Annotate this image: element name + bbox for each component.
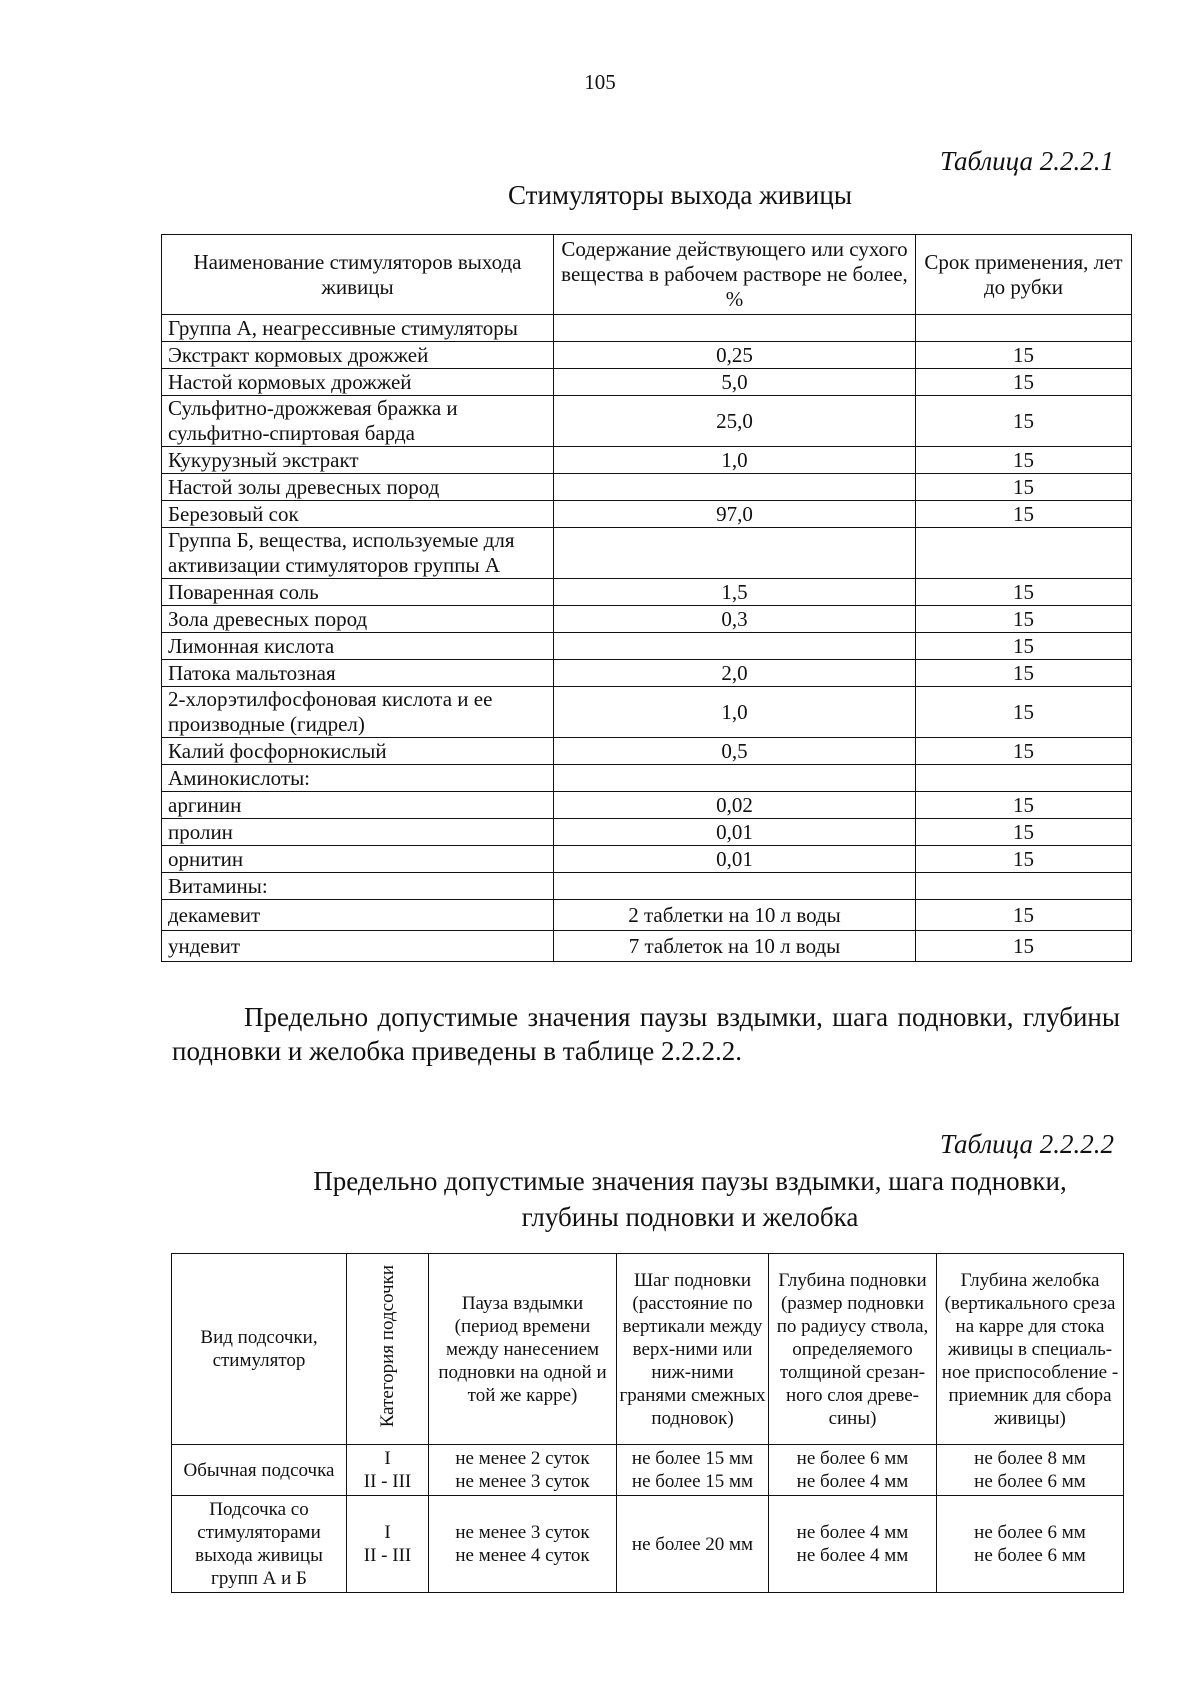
- step-value: не более 20 мм: [631, 1533, 754, 1555]
- table2-cell-category: [347, 1445, 429, 1496]
- table-row: [162, 369, 1132, 396]
- table2-header-groove: Глубина желобка (вертикального среза на карре для стока живицы в специаль-ное приспособление - приемник для сбора живицы): [937, 1254, 1124, 1445]
- table1-cell-name: 2-хлорэтилфосфоновая кислота и ее производные (гидрел): [162, 687, 554, 738]
- page-number: 105: [584, 70, 616, 94]
- table1-cell-term: [916, 315, 1132, 342]
- table-row: [162, 501, 1132, 528]
- table1-cell-content: [554, 873, 916, 900]
- table2-header-category-text: Категория подсочки: [376, 1264, 398, 1428]
- step-value: не более 15 мм: [631, 1448, 754, 1469]
- table1-cell-content: 0,25: [554, 342, 916, 369]
- pause-value: не менее 3 суток: [455, 1471, 590, 1492]
- table-row: [162, 447, 1132, 474]
- table-row: [162, 606, 1132, 633]
- groove-value: не более 8 мм: [974, 1448, 1086, 1469]
- table-row: [162, 396, 1132, 447]
- table1-cell-term: 15: [916, 819, 1132, 846]
- table1-cell-term: 15: [916, 633, 1132, 660]
- groove-value: не более 6 мм: [974, 1545, 1086, 1566]
- table1-cell-term: 15: [916, 396, 1132, 447]
- category-value: I: [384, 1522, 391, 1543]
- table1-cell-content: 5,0: [554, 369, 916, 396]
- table1-cell-term: 15: [916, 447, 1132, 474]
- table1-cell-name: Группа А, неагрессивные стимуляторы: [162, 315, 554, 342]
- table-row: [162, 873, 1132, 900]
- table-row: [162, 660, 1132, 687]
- table1-cell-term: 15: [916, 931, 1132, 962]
- table2-cell-kind: Подсочка со стимуляторами выхода живицы групп А и Б: [172, 1496, 347, 1593]
- table1-cell-name: Зола древесных пород: [162, 606, 554, 633]
- table1-cell-name: Калий фосфорнокислый: [162, 738, 554, 765]
- table1-cell-term: 15: [916, 738, 1132, 765]
- table1-cell-name: Патока мальтозная: [162, 660, 554, 687]
- table1-cell-name: Кукурузный экстракт: [162, 447, 554, 474]
- depth-value: не более 4 мм: [796, 1545, 909, 1566]
- table1-cell-term: 15: [916, 474, 1132, 501]
- table-row: [172, 1496, 1124, 1593]
- table1-cell-name: Березовый сок: [162, 501, 554, 528]
- table1-cell-name: Настой кормовых дрожжей: [162, 369, 554, 396]
- table1-cell-term: 15: [916, 369, 1132, 396]
- table1-cell-content: 0,3: [554, 606, 916, 633]
- table1-cell-content: 0,01: [554, 819, 916, 846]
- table1-cell-term: 15: [916, 900, 1132, 931]
- table2-cell-category: [347, 1496, 429, 1593]
- table2-cell-depth: [769, 1496, 937, 1593]
- table2-label: Таблица 2.2.2.2: [939, 1129, 1114, 1159]
- pause-value: не менее 4 суток: [455, 1545, 590, 1566]
- table2-cell-groove: [937, 1445, 1124, 1496]
- table1-cell-name: Поваренная соль: [162, 579, 554, 606]
- table-row: [162, 900, 1132, 931]
- table1-cell-content: [554, 315, 916, 342]
- depth-value: не более 6 мм: [796, 1448, 909, 1469]
- table-row: [162, 633, 1132, 660]
- table-row: [162, 819, 1132, 846]
- table1-label: Таблица 2.2.2.1: [939, 146, 1114, 176]
- table-row: [172, 1445, 1124, 1496]
- table2-header-row: [172, 1254, 1124, 1445]
- table1-cell-name: Группа Б, вещества, используемые для активизации стимуляторов группы А: [162, 528, 554, 579]
- table1-cell-content: 0,01: [554, 846, 916, 873]
- table1-cell-content: 25,0: [554, 396, 916, 447]
- table1-cell-term: 15: [916, 846, 1132, 873]
- table2-header-category: [347, 1254, 429, 1445]
- table2-title: [250, 1163, 1130, 1235]
- body-paragraph: Предельно допустимые значения паузы вздымки, шага подновки, глубины подновки и желобка приведены в таблице 2.2.2.2.: [172, 1002, 1120, 1066]
- table1-cell-name: аргинин: [162, 792, 554, 819]
- table2-cell-groove: [937, 1496, 1124, 1593]
- table2-title-line1: Предельно допустимые значения паузы вздымки, шага подновки,: [313, 1166, 1067, 1196]
- table1-cell-name: Аминокислоты:: [162, 765, 554, 792]
- table2-cell-pause: [429, 1496, 617, 1593]
- table1-cell-content: [554, 633, 916, 660]
- table1-cell-term: 15: [916, 660, 1132, 687]
- depth-value: не более 4 мм: [796, 1471, 909, 1492]
- table1-cell-term: [916, 765, 1132, 792]
- table1-cell-name: пролин: [162, 819, 554, 846]
- table1-cell-name: Лимонная кислота: [162, 633, 554, 660]
- table2-cell-step: [617, 1445, 769, 1496]
- table1-cell-term: 15: [916, 501, 1132, 528]
- table1-header-term: Срок применения, лет до рубки: [916, 235, 1132, 315]
- table1-header-name: Наименование стимуляторов выхода живицы: [162, 235, 554, 315]
- table-row: [162, 579, 1132, 606]
- table-row: [162, 342, 1132, 369]
- table1-cell-name: ундевит: [162, 931, 554, 962]
- pause-value: не менее 2 суток: [455, 1448, 590, 1469]
- table1-cell-term: 15: [916, 342, 1132, 369]
- table1-cell-content: 97,0: [554, 501, 916, 528]
- table1-cell-term: [916, 873, 1132, 900]
- category-value: I: [384, 1448, 391, 1469]
- table1-cell-name: декамевит: [162, 900, 554, 931]
- table-row: [162, 931, 1132, 962]
- category-value: II - III: [363, 1545, 412, 1566]
- table-row: [162, 315, 1132, 342]
- table1-cell-content: 0,02: [554, 792, 916, 819]
- groove-value: не более 6 мм: [974, 1522, 1086, 1543]
- step-value: не более 15 мм: [631, 1471, 754, 1492]
- table1-cell-content: [554, 474, 916, 501]
- table-row: [162, 528, 1132, 579]
- table1-cell-content: 7 таблеток на 10 л воды: [554, 931, 916, 962]
- table1-cell-name: Экстракт кормовых дрожжей: [162, 342, 554, 369]
- table1-title: Стимуляторы выхода живицы: [508, 180, 852, 210]
- table2-cell-step: [617, 1496, 769, 1593]
- table1-cell-name: Настой золы древесных пород: [162, 474, 554, 501]
- category-value: II - III: [363, 1471, 412, 1492]
- table1-cell-term: 15: [916, 579, 1132, 606]
- table-row: [162, 738, 1132, 765]
- table-row: [162, 765, 1132, 792]
- table1-cell-name: Сульфитно-дрожжевая бражка и сульфитно-спиртовая барда: [162, 396, 554, 447]
- table-row: [162, 792, 1132, 819]
- table2-cell-depth: [769, 1445, 937, 1496]
- table2-header-step: Шаг подновки (расстояние по вертикали между верх-ними или ниж-ними гранями смежных подновок): [617, 1254, 769, 1445]
- table1-cell-term: 15: [916, 606, 1132, 633]
- stimulators-table: [161, 234, 1132, 962]
- table1-cell-term: 15: [916, 687, 1132, 738]
- table1-cell-term: [916, 528, 1132, 579]
- table1-cell-content: 1,0: [554, 687, 916, 738]
- table1-cell-content: 2,0: [554, 660, 916, 687]
- pause-value: не менее 3 суток: [455, 1522, 590, 1543]
- table2-title-line2: глубины подновки и желобка: [521, 1202, 859, 1232]
- table-row: [162, 474, 1132, 501]
- table2-header-pause: Пауза вздымки (период времени между нанесением подновки на одной и той же карре): [429, 1254, 617, 1445]
- table2-cell-pause: [429, 1445, 617, 1496]
- table1-cell-content: 0,5: [554, 738, 916, 765]
- table1-cell-content: [554, 765, 916, 792]
- table1-cell-name: Витамины:: [162, 873, 554, 900]
- table1-cell-term: 15: [916, 792, 1132, 819]
- table1-header-row: [162, 235, 1132, 315]
- depth-value: не более 4 мм: [796, 1522, 909, 1543]
- table1-cell-content: [554, 528, 916, 579]
- table1-cell-name: орнитин: [162, 846, 554, 873]
- limits-table: [171, 1253, 1124, 1593]
- table2-header-depth: Глубина подновки (размер подновки по радиусу ствола, определяемого толщиной срезан-ного слоя древе-сины): [769, 1254, 937, 1445]
- table2-header-kind: Вид подсочки, стимулятор: [172, 1254, 347, 1445]
- table1-cell-content: 1,5: [554, 579, 916, 606]
- table-row: [162, 846, 1132, 873]
- table1-cell-content: 1,0: [554, 447, 916, 474]
- table-row: [162, 687, 1132, 738]
- table1-header-content: Содержание действующего или сухого вещества в рабочем растворе не более, %: [554, 235, 916, 315]
- table2-cell-kind: Обычная подсочка: [172, 1445, 347, 1496]
- table1-body: [162, 315, 1132, 962]
- table1-cell-content: 2 таблетки на 10 л воды: [554, 900, 916, 931]
- groove-value: не более 6 мм: [974, 1471, 1086, 1492]
